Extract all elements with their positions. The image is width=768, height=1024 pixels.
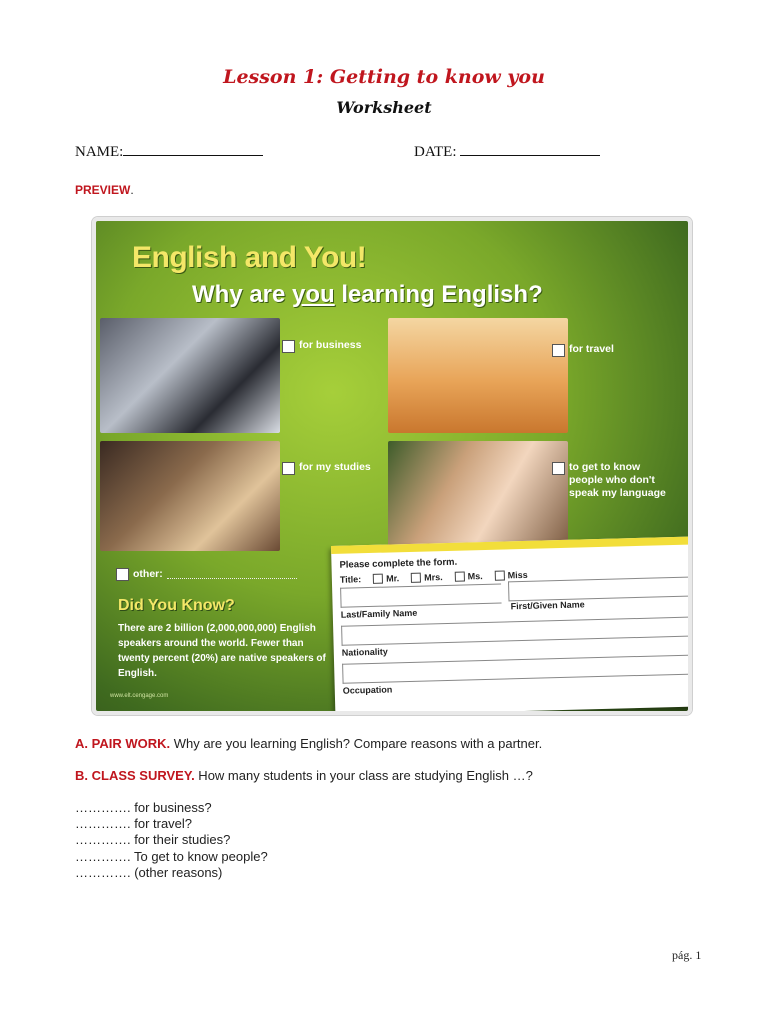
answer-line[interactable]: …………. To get to know people? <box>75 848 268 864</box>
answer-line[interactable]: …………. (other reasons) <box>75 864 223 880</box>
miss-label: Miss <box>507 569 528 581</box>
title-option-ms[interactable] <box>455 571 483 582</box>
form-title-label: Title: <box>339 574 362 585</box>
option-other[interactable] <box>116 567 297 581</box>
option-travel-label: for travel <box>569 343 614 355</box>
question-post: learning English? <box>334 281 543 308</box>
option-people-label: to get to know people who don't speak my language <box>569 461 666 499</box>
registration-form-card <box>331 536 692 715</box>
answer-line[interactable]: …………. for their studies? <box>75 832 231 848</box>
preview-heading <box>75 183 134 197</box>
nationality-input[interactable] <box>341 616 692 645</box>
answer-line[interactable]: …………. for business? <box>75 800 212 815</box>
did-you-know-title: Did You Know? <box>118 597 235 614</box>
name-field <box>75 142 263 161</box>
name-label: NAME: <box>75 144 124 160</box>
last-name-label: Last/Family Name <box>340 607 418 620</box>
ms-label: Ms. <box>467 571 483 582</box>
name-blank-line[interactable] <box>123 142 263 156</box>
option-business-label: for business <box>299 339 362 351</box>
nationality-label: Nationality <box>341 646 388 658</box>
poster-credit: www.elt.cengage.com <box>110 693 169 699</box>
studies-checkbox[interactable] <box>282 462 295 475</box>
form-heading: Please complete the form. <box>339 556 458 571</box>
page-number: pág. 1 <box>672 948 702 962</box>
did-you-know-text: There are 2 billion (2,000,000,000) English speakers around the world. Fewer than twenty percent (20%) are native speakers of English. <box>118 623 326 679</box>
poster-title: English and You! <box>132 241 367 274</box>
english-and-you-poster <box>92 217 692 715</box>
answer-line[interactable]: …………. for travel? <box>75 816 193 832</box>
title-option-miss[interactable] <box>495 570 528 581</box>
first-name-label: First/Given Name <box>510 599 585 612</box>
section-a-label: A. PAIR WORK. <box>75 736 171 751</box>
other-checkbox[interactable] <box>116 568 129 581</box>
option-people[interactable] <box>552 461 672 500</box>
question-pre: Why are <box>192 281 293 308</box>
lesson-title: Lesson 1: Getting to know you <box>223 66 545 88</box>
question-emph: you <box>292 281 335 308</box>
section-a <box>75 736 542 751</box>
people-checkbox[interactable] <box>552 462 565 475</box>
studies-photo <box>100 441 280 551</box>
survey-answer-list <box>75 800 268 881</box>
preview-label: PREVIEW <box>75 183 131 197</box>
mrs-checkbox[interactable] <box>411 573 421 583</box>
section-b-text: How many students in your class are studying English …? <box>194 768 533 783</box>
miss-checkbox[interactable] <box>495 570 505 580</box>
section-b-label: B. CLASS SURVEY. <box>75 768 195 783</box>
mr-label: Mr. <box>386 573 400 584</box>
title-option-mrs[interactable] <box>411 572 443 583</box>
option-business[interactable] <box>282 339 361 353</box>
date-field <box>414 142 600 161</box>
ms-checkbox[interactable] <box>455 572 465 582</box>
poster-question <box>192 281 543 309</box>
mr-checkbox[interactable] <box>373 574 383 584</box>
other-dotted-line[interactable] <box>167 570 297 579</box>
option-other-label: other: <box>133 568 163 580</box>
date-label: DATE: <box>414 144 457 160</box>
option-travel[interactable] <box>552 343 614 357</box>
date-blank-line[interactable] <box>460 142 600 156</box>
first-name-input[interactable] <box>508 576 692 601</box>
option-studies-label: for my studies <box>299 461 371 473</box>
title-option-mr[interactable] <box>373 573 399 584</box>
last-name-input[interactable] <box>340 584 501 608</box>
worksheet-subtitle: Worksheet <box>336 98 432 117</box>
travel-photo <box>388 318 568 433</box>
preview-suffix: . <box>130 183 134 197</box>
section-b <box>75 768 533 783</box>
business-photo <box>100 318 280 433</box>
mrs-label: Mrs. <box>424 572 443 583</box>
section-a-text: Why are you learning English? Compare reasons with a partner. <box>170 736 543 751</box>
occupation-label: Occupation <box>342 684 393 696</box>
business-checkbox[interactable] <box>282 340 295 353</box>
travel-checkbox[interactable] <box>552 344 565 357</box>
people-photo <box>388 441 568 551</box>
option-studies[interactable] <box>282 461 371 475</box>
occupation-input[interactable] <box>342 654 692 683</box>
